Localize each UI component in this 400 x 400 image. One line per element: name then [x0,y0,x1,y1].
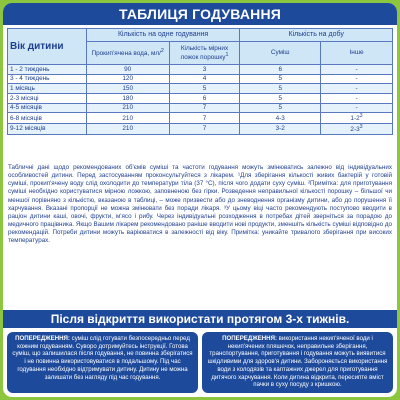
row-other: - [321,74,393,84]
warning-label: ПОПЕРЕДЖЕННЯ: [222,335,277,342]
row-other: - [321,103,393,113]
row-age: 2-3 місяці [8,94,87,104]
row-spoons: 7 [169,123,240,134]
row-other: - [321,65,393,75]
title-band [3,3,397,25]
row-formula: 4-3 [240,113,321,124]
row-age: 4-5 місяців [8,103,87,113]
package-panel [3,3,397,397]
row-formula: 5 [240,103,321,113]
one-feed-group-header: Кількість на одне годування [86,29,240,42]
row-spoons: 7 [169,113,240,124]
table-row [8,84,393,94]
notes-text [8,164,392,246]
row-spoons: 4 [169,74,240,84]
row-other: $1-2^3$ [321,113,393,124]
warning-text: використання некип'яченої води і некип'ячених пляшечок, неправильне зберігання, транспортування, приготування і годування можуть виявитися шкідливими для здоров'я дитини. Забороняється використання води з колодязів та каптажних джерел для приготування дитячого харчування. Коли дитина відкрита, пересипте вміст пачки в суху посуду з кришкою. [207,335,388,389]
warning-text: суміш слід готувати безпосередньо перед кожним годуванням. Суворо дотримуйтесь інструкції. Готова суміш, що залишилася після годування, не повинна зберігатися і не повинна використовуватися в подальшому. Під час годування необхідно відтримувати дитину. Дитину не можна залишати без нагляду під час годування. [12,335,193,381]
page-title: ТАБЛИЦЯ ГОДУВАННЯ [118,6,282,22]
age-header: Вік дитини [8,29,87,65]
row-formula: 5 [240,74,321,84]
warning-box-preparation [7,332,198,393]
warning-box-storage [202,332,393,393]
row-age: 3 - 4 тиждень [8,74,87,84]
row-water: 120 [86,74,169,84]
row-age: 6-8 місяців [8,113,87,124]
row-water: 210 [86,113,169,124]
row-other: - [321,84,393,94]
row-water: 210 [86,103,169,113]
formula-col-header: Суміш [240,42,321,65]
row-spoons: 5 [169,84,240,94]
row-water: 150 [86,84,169,94]
feeding-table [7,28,393,135]
note-dosage: ²Примітка: для приготування суміші необхідно користуватися мірною ложкою, заповненою без гірки. Розведення неправильної кількості порошку – більшої чи меншої порівняно з кількістю, вказаною в таблиці, – може призвести або до зневоднення організму дитини, або до порушення її харчування. Вказані пропорції не можна змінювати без поради лікаря. [8,180,392,212]
row-age: 1 - 2 тиждень [8,65,87,75]
water-col-header: Прокип'ячена вода, мл/$^2$ [86,42,169,65]
note-complementary: ³У цьому віці часто рекомендують поступово вводити в раціон дитини каші, овочі, фрукти, м'ясо і рибу. Через індивідуальні розходження в потребах дітей зверніться за порадою до медичного працівника. Якщо Вашим лікарем рекомендовано раніше вводити нові продукти, зменшіть кількість суміші відповідно до рекомендацій. Потреби дитини можуть варіюватися в залежності від віку. Примітка: уникайте тривалого зберігання при високих температурах. [8,204,392,245]
note-temperature: ¹Для зберігання кількості живих бактерій у готовій суміші, прокип'ячену воду слід охолодити до температури тіла (37 °C), після чого додати суху суміш. [8,172,392,188]
table-row [8,123,393,134]
row-age: 1 місяць [8,84,87,94]
per-day-group-header: Кількість на добу [240,29,393,42]
row-other: $2-3^3$ [321,123,393,134]
table-row [8,113,393,124]
row-water: 90 [86,65,169,75]
table-row [8,74,393,84]
row-age: 9-12 місяців [8,123,87,134]
row-water: 180 [86,94,169,104]
after-opening-band [3,310,397,328]
row-formula: 6 [240,65,321,75]
row-spoons: 7 [169,103,240,113]
row-formula: 5 [240,94,321,104]
note-general: Табличні дані щодо рекомендованих об'ємів суміші та частоти годування можуть змінюватись залежно від індивідуальних особливостей дитини. Перед застосуванням проконсультуйтеся з лікарем. [8,164,392,180]
table-row [8,65,393,75]
row-spoons: 6 [169,94,240,104]
row-water: 210 [86,123,169,134]
spoons-col-header: Кількість мірних ложок порошку$^1$ [169,42,240,65]
other-col-header: Інше [321,42,393,65]
row-formula: 3-2 [240,123,321,134]
table-row [8,103,393,113]
after-opening-text: Після відкриття використати протягом 3-х тижнів. [50,312,350,326]
row-other: - [321,94,393,104]
row-formula: 5 [240,84,321,94]
row-spoons: 3 [169,65,240,75]
table-row [8,94,393,104]
warning-label: ПОПЕРЕДЖЕННЯ: [15,335,70,342]
